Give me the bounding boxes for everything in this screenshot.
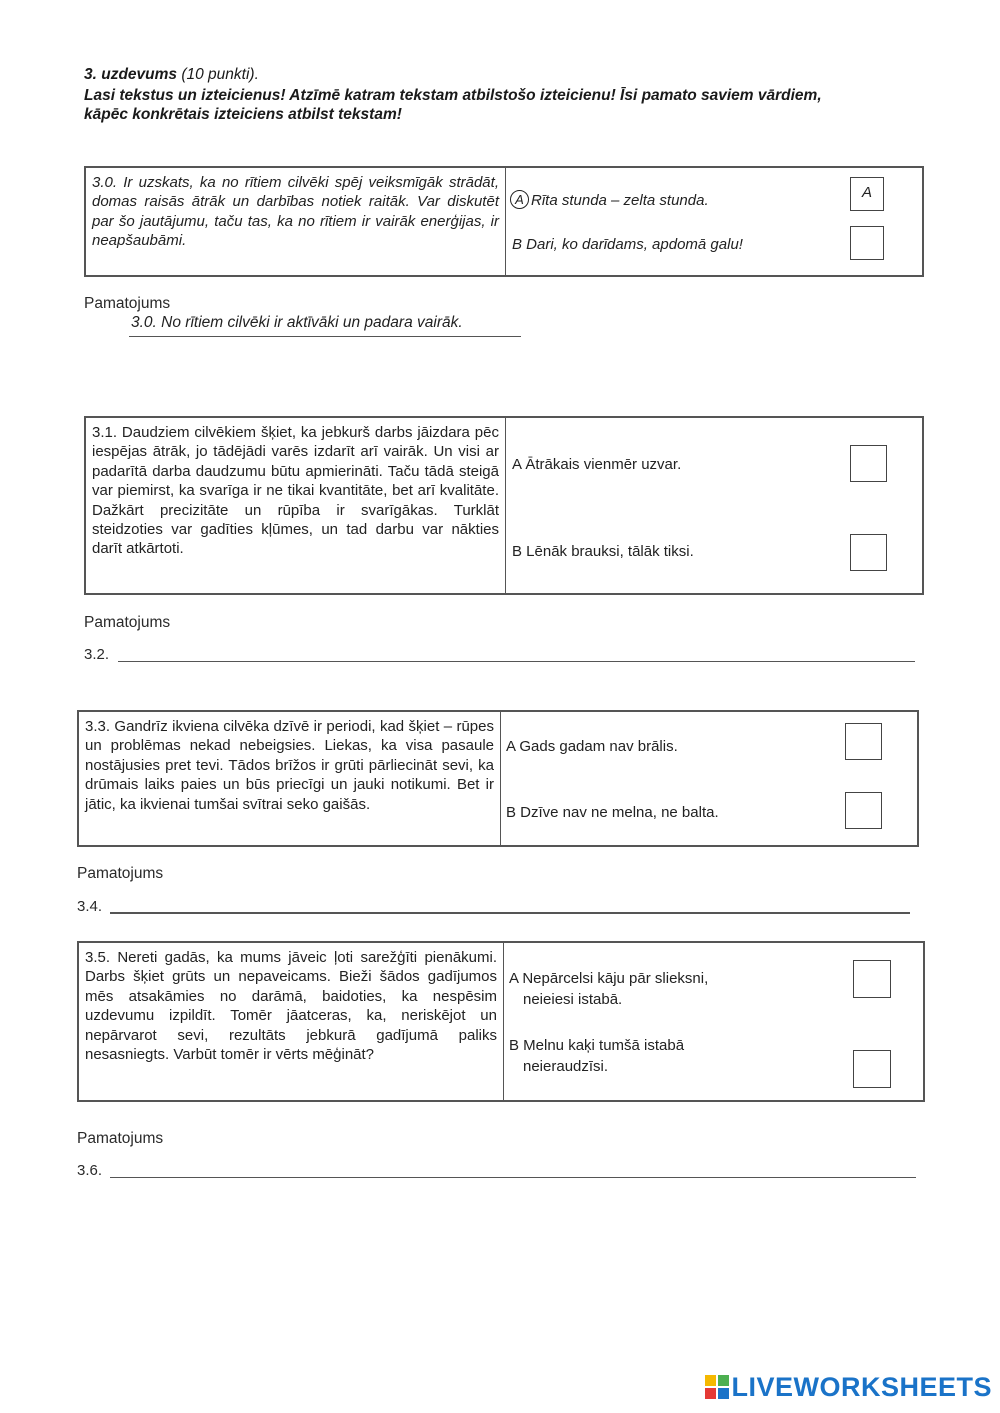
task-3-4-answer-line[interactable] [110,912,910,914]
instructions-line-1: Lasi tekstus un izteicienus! Atzīmē katram tekstam atbilstošo izteicienu! Īsi pamato saviem vārdiem, [84,87,822,104]
task-3-5-option-b-line-2: neieraudzīsi. [523,1058,609,1075]
task-3-0-answer-box-a[interactable]: A [850,177,884,211]
task-title: 3. uzdevums (10 punkti). [84,66,259,83]
task-3-3-table [77,710,919,847]
task-3-3-answer-box-b[interactable] [845,792,882,829]
task-3-5-option-b-line-1: B Melnu kaķi tumšā istabā [509,1037,685,1054]
task-3-1-rationale-label: Pamatojums [84,614,171,631]
liveworksheets-logo: LIVEWORKSHEETS [705,1372,992,1403]
task-3-1-answer-box-b[interactable] [850,534,887,571]
task-3-0-answer-box-b[interactable] [850,226,884,260]
task-3-6-answer-line[interactable] [110,1177,916,1178]
task-3-4-number: 3.4. [77,898,103,915]
task-3-0-option-b: B Dari, ko darīdams, apdomā galu! [512,236,743,253]
task-3-3-rationale-label: Pamatojums [77,865,164,882]
task-3-1-answer-box-a[interactable] [850,445,887,482]
task-3-0-text: 3.0. Ir uzskats, ka no rītiem cilvēki spēj veiksmīgāk strādāt, domas raisās ātrāk un darbības notiek raitāk. Var diskutēt par šo jautājumu, taču tas, ka no rītiem ir vairāk enerģijas, ir neapšaubāmi. [86,168,506,275]
instructions-line-2: kāpēc konkrētais izteiciens atbilst tekstam! [84,106,402,123]
task-3-3-answer-box-a[interactable] [845,723,882,760]
task-3-5-text: 3.5. Nereti gadās, ka mums jāveic ļoti sarežģīti pienākumi. Darbs šķiet grūts un nepaveicams. Bieži šādos gadījumos mēs atsakāmies no darāmā, baidoties, ka nespēsim uzdevumu izpildīt. Tomēr jāatceras, ka, neriskējot un nepārvarot sevi, rezultāts jebkurā gadījumā paliks nesasniegts. Varbūt tomēr ir vērts mēģināt? [79,943,504,1100]
task-3-1-option-b: B Lēnāk brauksi, tālāk tiksi. [512,543,694,560]
task-3-0-rationale-answer[interactable]: 3.0. No rītiem cilvēki ir aktīvāki un padara vairāk. [131,314,463,331]
task-3-5-option-a-line-2: neieiesi istabā. [523,991,623,1008]
task-3-0-answer-line [129,336,521,337]
task-3-1-option-a: A Ātrākais vienmēr uzvar. [512,456,682,473]
task-3-0-table [84,166,924,277]
task-3-0-option-a: A Rīta stunda – zelta stunda. [510,190,709,211]
task-3-0-rationale-label: Pamatojums [84,295,171,312]
liveworksheets-icon [705,1375,729,1399]
task-3-5-rationale-label: Pamatojums [77,1130,164,1147]
task-3-2-answer-line[interactable] [118,661,915,662]
task-3-3-option-a: A Gads gadam nav brālis. [506,738,678,755]
task-3-2-number: 3.2. [84,646,110,663]
task-3-5-option-a-line-1: A Nepārcelsi kāju pār slieksni, [509,970,709,987]
task-3-5-answer-box-b[interactable] [853,1050,891,1088]
task-3-1-table [84,416,924,595]
task-3-6-number: 3.6. [77,1162,103,1179]
task-3-3-text: 3.3. Gandrīz ikviena cilvēka dzīvē ir periodi, kad šķiet – rūpes un problēmas nekad nebeigsies. Liekas, ka visa pasaule nostājusies pret tevi. Tādos brīžos ir grūti pārliecināt sevi, ka drūmais laiks paies un būs priecīgi un jauki notikumi. Bet ir jātic, ka ikvienai tumšai svītrai seko gaišās. [79,712,501,845]
task-3-5-table [77,941,925,1102]
task-3-1-text: 3.1. Daudziem cilvēkiem šķiet, ka jebkurš darbs jāizdara pēc iespējas ātrāk, jo tādējādi varēs izdarīt arī vairāk. Un visi ar padarītā darba daudzumu būtu apmierināti. Taču tādā steigā var piemirst, ka svarīga ir ne tikai kvantitāte, bet arī kvalitāte. Dažkārt precizitāte un rūpība ir svarīgākas. Turklāt steidzoties var gadīties kļūmes, un tad darbu var nākties darīt atkārtoti. [86,418,506,593]
task-3-5-option-a [509,968,708,1010]
task-3-5-answer-box-a[interactable] [853,960,891,998]
circled-a-mark: A [510,190,529,209]
task-3-3-option-b: B Dzīve nav ne melna, ne balta. [506,804,719,821]
task-3-5-option-b [509,1035,684,1077]
